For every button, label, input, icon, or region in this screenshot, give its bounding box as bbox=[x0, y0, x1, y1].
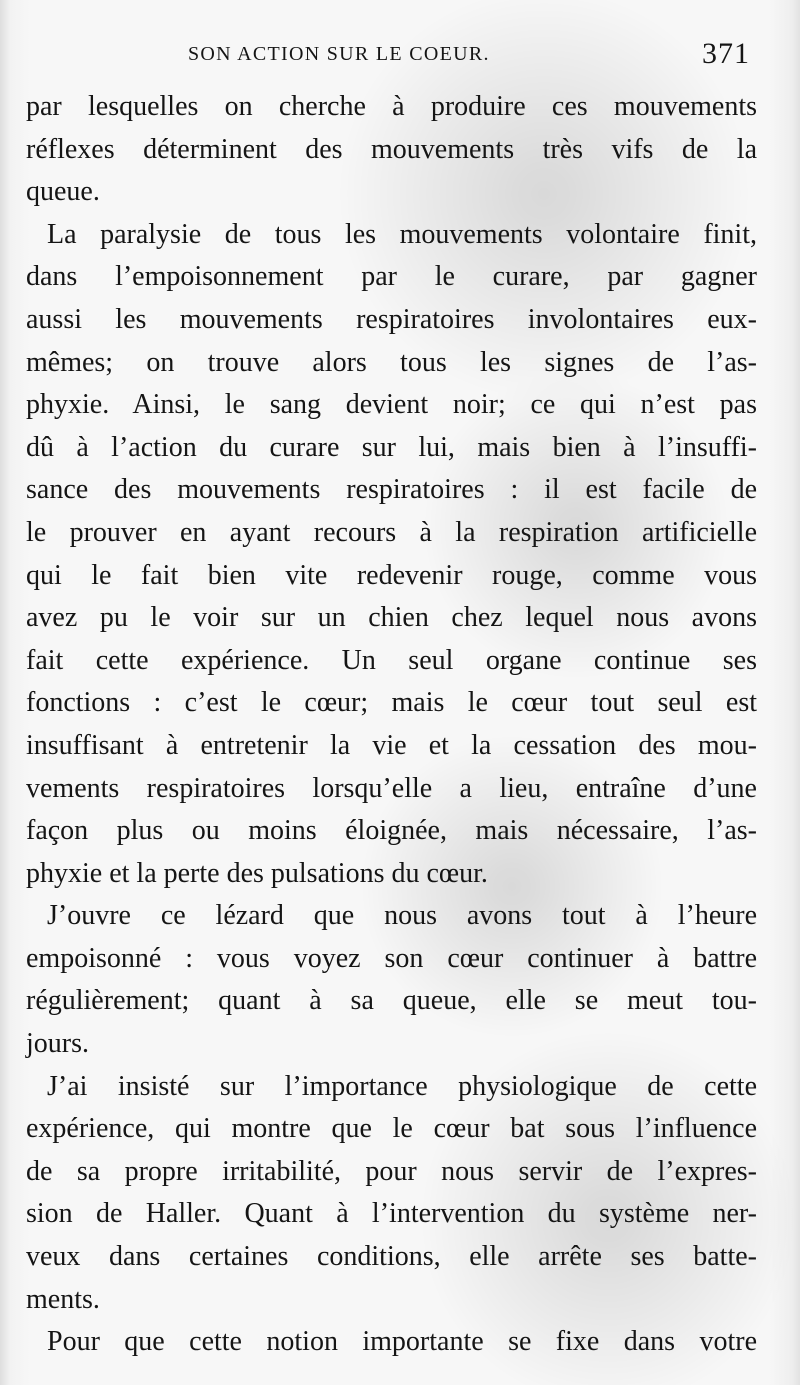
text-line-20: J’ouvre ce lézard que nous avons tout à l’heure bbox=[47, 900, 757, 932]
text-line-16: insuffisant à entretenir la vie et la cessation des mou- bbox=[26, 729, 757, 761]
text-line-18: façon plus ou moins éloignée, mais nécessaire, l’as- bbox=[26, 815, 757, 847]
page-body-text bbox=[26, 86, 757, 1364]
text-line-12: qui le fait bien vite redevenir rouge, comme vous bbox=[26, 559, 757, 591]
text-line-21: empoisonné : vous voyez son cœur continuer à battre bbox=[26, 942, 757, 974]
text-line-28: veux dans certaines conditions, elle arrête ses batte- bbox=[26, 1241, 757, 1273]
running-title: SON ACTION SUR LE COEUR. bbox=[188, 43, 490, 65]
text-line-29: ments. bbox=[26, 1283, 100, 1315]
text-line-5: dans l’empoisonnement par le curare, par gagner bbox=[26, 261, 757, 293]
text-line-7: mêmes; on trouve alors tous les signes de l’as- bbox=[26, 346, 757, 378]
text-line-3: queue. bbox=[26, 176, 100, 208]
text-line-19: phyxie et la perte des pulsations du cœur. bbox=[26, 857, 488, 889]
text-line-6: aussi les mouvements respiratoires involontaires eux- bbox=[26, 303, 757, 335]
text-line-23: jours. bbox=[26, 1028, 89, 1060]
text-line-24: J’ai insisté sur l’importance physiologique de cette bbox=[47, 1070, 757, 1102]
text-line-17: vements respiratoires lorsqu’elle a lieu, entraîne d’une bbox=[26, 772, 757, 804]
text-line-11: le prouver en ayant recours à la respiration artificielle bbox=[26, 516, 757, 548]
text-line-30: Pour que cette notion importante se fixe dans votre bbox=[47, 1326, 757, 1358]
text-line-26: de sa propre irritabilité, pour nous servir de l’expres- bbox=[26, 1155, 757, 1187]
text-line-14: fait cette expérience. Un seul organe continue ses bbox=[26, 644, 757, 676]
text-line-9: dû à l’action du curare sur lui, mais bien à l’insuffi- bbox=[26, 431, 757, 463]
text-line-1: par lesquelles on cherche à produire ces mouvements bbox=[26, 91, 757, 122]
text-line-2: réflexes déterminent des mouvements très vifs de la bbox=[26, 133, 757, 165]
text-line-4: La paralysie de tous les mouvements volontaire finit, bbox=[47, 218, 757, 250]
text-line-8: phyxie. Ainsi, le sang devient noir; ce qui n’est pas bbox=[26, 389, 757, 421]
text-line-15: fonctions : c’est le cœur; mais le cœur tout seul est bbox=[26, 687, 757, 719]
text-line-27: sion de Haller. Quant à l’intervention du système ner- bbox=[26, 1198, 757, 1230]
text-line-25: expérience, qui montre que le cœur bat sous l’influence bbox=[26, 1113, 757, 1145]
running-header bbox=[188, 37, 750, 73]
text-line-13: avez pu le voir sur un chien chez lequel nous avons bbox=[26, 602, 757, 634]
page-number: 371 bbox=[702, 37, 750, 70]
text-line-22: régulièrement; quant à sa queue, elle se meut tou- bbox=[26, 985, 757, 1017]
text-line-10: sance des mouvements respiratoires : il est facile de bbox=[26, 474, 757, 506]
